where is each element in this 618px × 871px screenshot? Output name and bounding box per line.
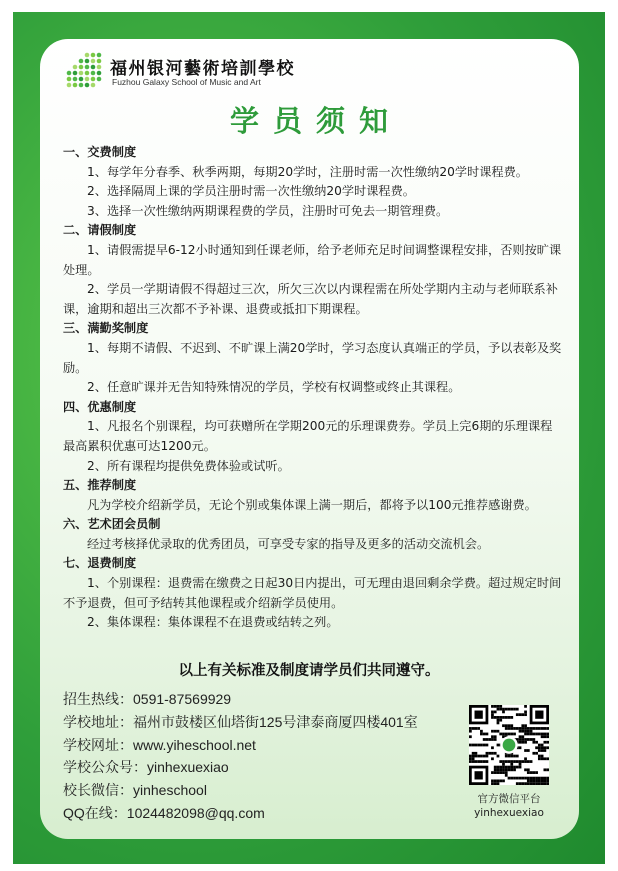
section-discount	[63, 398, 563, 476]
section-refund	[63, 554, 563, 632]
closing-statement: 以上有关标准及制度请学员们共同遵守。	[178, 663, 440, 679]
section-referral	[63, 476, 563, 515]
school-name-en: Fuzhou Galaxy School of Music and Art	[112, 77, 261, 87]
section-heading: 三、满勤奖制度	[63, 321, 149, 336]
section-paragraph: 经过考核择优录取的优秀团员，可享受专家的指导及更多的活动交流机会。	[87, 536, 490, 551]
qq-text: QQ在线：1024482098@qq.com	[63, 804, 265, 821]
section-attendance-award	[63, 319, 563, 397]
section-heading: 五、推荐制度	[63, 478, 137, 493]
section-paragraph: 2、任意旷课并无告知特殊情况的学员，学校有权调整或终止其课程。	[87, 380, 461, 395]
qr-caption-id: yinhexuexiao	[474, 807, 544, 819]
section-paragraph: 凡为学校介绍新学员，无论个别或集体课上满一期后，都将予以100元推荐感谢费。	[87, 497, 537, 512]
address-text: 学校地址：福州市鼓楼区仙塔街125号津泰商厦四楼401室	[63, 713, 418, 730]
qr-caption	[449, 792, 569, 820]
section-art-troupe	[63, 515, 563, 554]
rules-body	[63, 143, 563, 633]
section-paragraph: 2、学员一学期请假不得超过三次，所欠三次以内课程需在所处学期内主动与老师联系补课，逾期和超出三次都不予补课、退费或抵扣下期课程。	[63, 282, 558, 316]
contact-info	[63, 688, 418, 825]
section-paragraph: 2、选择隔周上课的学员注册时需一次性缴纳20学时课程费。	[87, 184, 415, 199]
qr-code-icon	[469, 705, 549, 785]
section-paragraph: 1、每学年分春季、秋季两期，每期20学时，注册时需一次性缴纳20学时课程费。	[87, 164, 528, 179]
website-text: 学校网址：www.yiheschool.net	[63, 736, 256, 753]
section-heading: 六、艺术团会员制	[63, 517, 161, 532]
section-paragraph: 2、集体课程：集体课程不在退费或结转之列。	[87, 615, 339, 630]
section-paragraph: 2、所有课程均提供免费体验或试听。	[87, 458, 290, 473]
section-heading: 一、交费制度	[63, 145, 137, 159]
school-logo-icon	[66, 52, 102, 88]
section-paragraph: 1、凡报名个别课程，均可获赠所在学期200元的乐理课费券。学员上完6期的乐理课程最高累积优惠可达1200元。	[63, 419, 553, 453]
section-paragraph: 1、请假需提早6-12小时通知到任课老师，给予老师充足时间调整课程安排，否则按旷课处理。	[63, 242, 562, 277]
section-paragraph: 3、选择一次性缴纳两期课程费的学员，注册时可免去一期管理费。	[87, 203, 449, 218]
section-paragraph: 1、每期不请假、不迟到、不旷课上满20学时，学习态度认真端正的学员，予以表彰及奖励。	[63, 340, 562, 375]
section-heading: 七、退费制度	[63, 556, 137, 571]
section-paragraph: 1、个别课程：退费需在缴费之日起30日内提出，可无理由退回剩余学费。超过规定时间不予退费，但可予结转其他课程或介绍新学员使用。	[63, 576, 562, 610]
school-name-cn: 福州银河藝術培訓學校	[110, 59, 295, 79]
section-fees	[63, 143, 563, 221]
page-title: 学员须知	[229, 104, 402, 138]
principal-wechat-text: 校长微信：yinheschool	[63, 782, 207, 799]
hotline-text: 招生热线：0591-87569929	[63, 691, 232, 707]
section-heading: 二、请假制度	[63, 223, 137, 238]
qr-caption-title: 官方微信平台	[477, 793, 541, 805]
wechat-official-text: 学校公众号：yinhexuexiao	[63, 759, 229, 776]
section-heading: 四、优惠制度	[63, 399, 137, 414]
section-leave	[63, 221, 563, 319]
